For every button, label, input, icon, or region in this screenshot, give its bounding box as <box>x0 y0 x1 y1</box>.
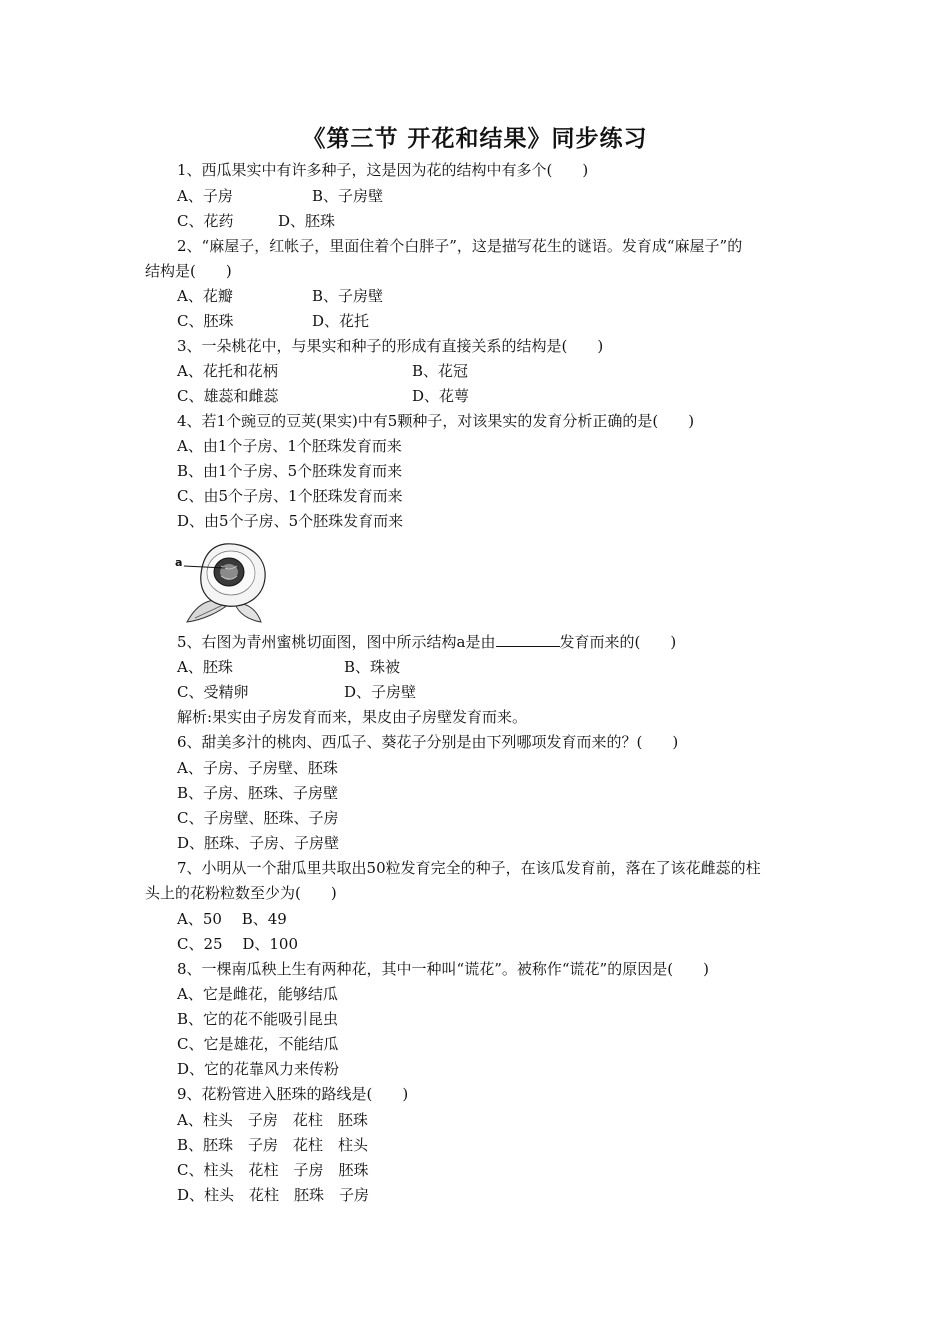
q8-option-a: A、它是雌花，能够结瓜 <box>177 985 338 1003</box>
question-1: 1、西瓜果实中有许多种子，这是因为花的结构中有多个( ) <box>177 161 589 179</box>
q6-option-b: B、子房、胚珠、子房壁 <box>177 784 339 802</box>
question-2-line-1: 2、“麻屋子，红帐子，里面住着个白胖子”，这是描写花生的谜语。发育成“麻屋子”的 <box>177 237 743 255</box>
page-title: 《第三节 开花和结果》同步练习 <box>302 126 648 152</box>
q8-option-c: C、它是雄花，不能结瓜 <box>177 1035 339 1053</box>
q5-text-before-blank: 5、右图为青州蜜桃切面图，图中所示结构a是由 <box>177 633 496 651</box>
question-4: 4、若1个豌豆的豆荚(果实)中有5颗种子，对该果实的发育分析正确的是( ) <box>177 412 695 430</box>
q5-text-after-blank: 发育而来的( ) <box>559 633 677 651</box>
question-9: 9、花粉管进入胚珠的路线是( ) <box>177 1085 409 1103</box>
q1-option-b: B、子房壁 <box>312 187 384 205</box>
q1-option-d: D、胚珠 <box>278 212 336 230</box>
question-8: 8、一棵南瓜秧上生有两种花，其中一种叫“谎花”。被称作“谎花”的原因是( ) <box>177 960 709 978</box>
q7-options-a-b: A、50 B、49 <box>177 910 287 928</box>
question-3: 3、一朵桃花中，与果实和种子的形成有直接关系的结构是( ) <box>177 337 604 355</box>
question-5 <box>177 632 676 652</box>
q2-option-c: C、胚珠 <box>177 312 234 330</box>
q5-option-d: D、子房壁 <box>344 683 417 701</box>
q5-analysis: 解析:果实由子房发育而来，果皮由子房壁发育而来。 <box>177 708 528 726</box>
question-2-line-2: 结构是( ) <box>145 262 232 280</box>
q5-option-a: A、胚珠 <box>177 658 233 676</box>
question-7-line-2: 头上的花粉粒数至少为( ) <box>145 884 337 902</box>
q9-option-a: A、柱头 子房 花柱 胚珠 <box>177 1111 368 1129</box>
q3-option-c: C、雄蕊和雌蕊 <box>177 387 279 405</box>
q1-option-c: C、花药 <box>177 212 234 230</box>
q3-option-b: B、花冠 <box>412 362 469 380</box>
q4-option-b: B、由1个子房、5个胚珠发育而来 <box>177 462 403 480</box>
q2-option-a: A、花瓣 <box>177 287 233 305</box>
q2-option-d: D、花托 <box>312 312 370 330</box>
q4-option-a: A、由1个子房、1个胚珠发育而来 <box>177 437 402 455</box>
q6-option-c: C、子房壁、胚珠、子房 <box>177 809 339 827</box>
q9-option-d: D、柱头 花柱 胚珠 子房 <box>177 1186 370 1204</box>
q9-option-c: C、柱头 花柱 子房 胚珠 <box>177 1161 369 1179</box>
q1-option-a: A、子房 <box>177 187 233 205</box>
q8-option-b: B、它的花不能吸引昆虫 <box>177 1010 339 1028</box>
q6-option-a: A、子房、子房壁、胚珠 <box>177 759 338 777</box>
q6-option-d: D、胚珠、子房、子房壁 <box>177 834 340 852</box>
q5-blank <box>496 632 560 647</box>
figure-label-a: a <box>175 556 183 569</box>
q8-option-d: D、它的花靠风力来传粉 <box>177 1060 340 1078</box>
q4-option-c: C、由5个子房、1个胚珠发育而来 <box>177 487 403 505</box>
question-7-line-1: 7、小明从一个甜瓜里共取出50粒发育完全的种子，在该瓜发育前，落在了该花雌蕊的柱 <box>177 859 761 877</box>
q7-options-c-d: C、25 D、100 <box>177 935 298 953</box>
question-6: 6、甜美多汁的桃肉、西瓜子、葵花子分别是由下列哪项发育而来的？( ) <box>177 733 679 751</box>
q3-option-d: D、花萼 <box>412 387 470 405</box>
q4-option-d: D、由5个子房、5个胚珠发育而来 <box>177 512 404 530</box>
q9-option-b: B、胚珠 子房 花柱 柱头 <box>177 1136 369 1154</box>
q5-option-c: C、受精卵 <box>177 683 249 701</box>
peach-illustration <box>175 540 275 628</box>
peach-cross-section-figure <box>175 540 275 628</box>
q3-option-a: A、花托和花柄 <box>177 362 278 380</box>
q2-option-b: B、子房壁 <box>312 287 384 305</box>
q5-option-b: B、珠被 <box>344 658 401 676</box>
